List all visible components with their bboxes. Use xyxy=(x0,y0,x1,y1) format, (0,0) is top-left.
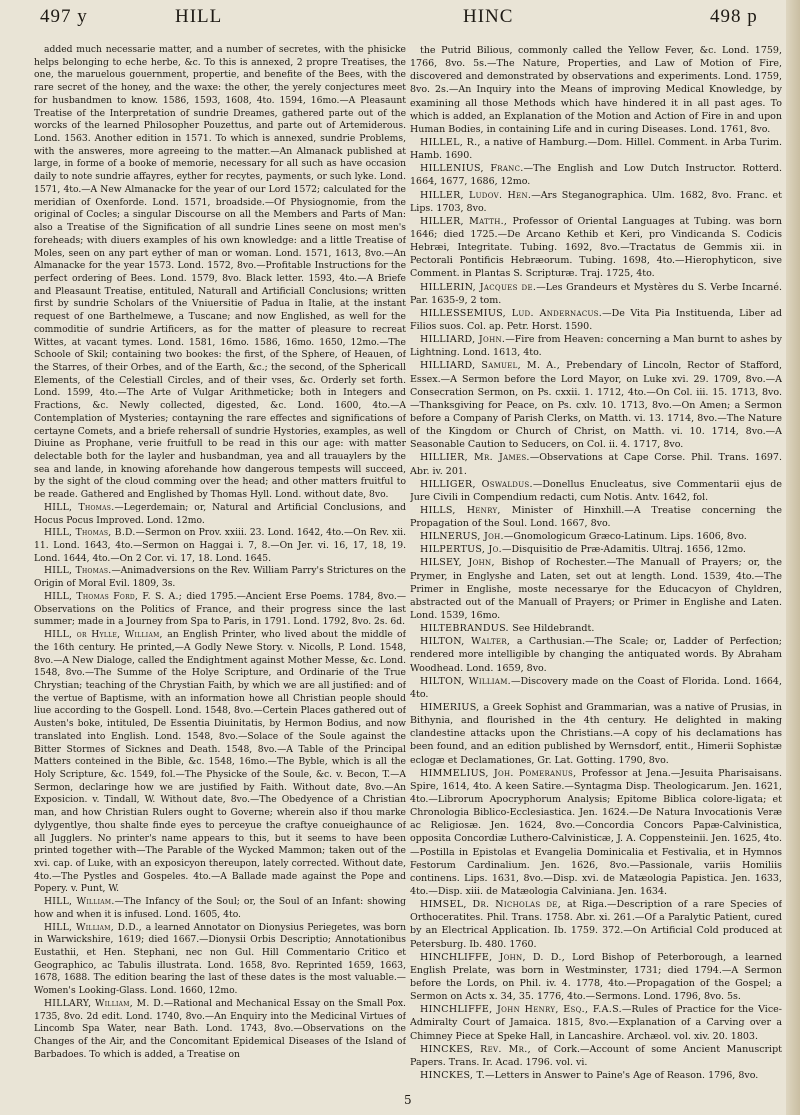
entry-text: —Donellus Enucleatus, sive Commentarii ejus de Jure Civili in Compendium redacti, cum Notis. Antv. 1642, fol. xyxy=(410,478,782,503)
dictionary-entry xyxy=(34,591,406,629)
entry-heading: HILLIER, Mr. James. xyxy=(420,452,530,464)
dictionary-entry xyxy=(410,189,782,215)
entry-heading: HILTEBRANDUS. xyxy=(420,623,513,635)
dictionary-entry xyxy=(410,635,782,674)
entry-heading: HILLER, Ludov. Hen. xyxy=(420,189,532,201)
dictionary-entry xyxy=(410,333,782,359)
dictionary-entry xyxy=(410,307,782,333)
entry-heading: HILL, William, D.D., xyxy=(44,921,146,933)
page-number-left: 497 y xyxy=(40,6,88,27)
entry-text: —Rules of Practice for the Vice-Admiralty Court of Jamaica. 1815, 8vo.—Explanation of a Carving over a Chimney Piece at Speke Hall, in Lancashire. Archæol. vol. xiv. 20. 1803. xyxy=(410,1004,782,1042)
entry-text: Professor at Jena.—Jesuita Pharisaisans. Spire, 1614, 4to. A keen Satire.—Syntagma Disp. Theologicarum. Jen. 1621, 4to.—Librorum Apocryphorum Analysis; Epitome Biblica colore-ligata; et Chronologia Biblico-Ecclesiastica. Jen. 1624.—De Natura Invocationis Veræ ac Religiosæ. Jen. 1624, 8vo.—Concordia Concors Papæ-Calvinistica, opposita Concordiæ Luthero-Calvinisticæ, J. A. Coppensteinii. Jen. 1625, 4to.—Postilla in Epistolas et Evangelia Dominicalia et Festivalia, et in Hymnos Festorum Cardinalium. Jen. 1626, 8vo.—Passionale, variis Homiliis continens. Lips. 1631, 8vo.—Disp. xvi. de Matæologia Papistica. Jen. 1633, 4to.—Disp. xiii. de Matæologia Calviniana. Jen. 1634. xyxy=(410,767,782,897)
entry-heading: HILLS, Henry, xyxy=(420,504,512,516)
entry-text: —Legerdemain; or, Natural and Artificial Conclusions, and Hocus Pocus Improved. Lond. 12mo. xyxy=(34,501,406,526)
entry-heading: HIMERIUS, xyxy=(420,702,484,714)
entry-heading: HILPERTUS, Jo. xyxy=(420,544,502,556)
dictionary-entry xyxy=(410,44,782,136)
entry-text: —Disquisitio de Præ-Adamitis. Ultraj. 1656, 12mo. xyxy=(501,544,746,556)
entry-heading: HILL, William. xyxy=(44,896,115,908)
entry-text: —Observations at Cape Corse. Phil. Trans. 1697. Abr. iv. 201. xyxy=(410,452,782,477)
entry-heading: HINCKES, T. xyxy=(420,1069,486,1081)
dictionary-entry xyxy=(410,504,782,530)
dictionary-entry xyxy=(410,543,782,556)
entry-text: added much necessarie matter, and a number of secretes, with the phisicke helps belonging to eche herbe, &c. To this is annexed, 2 propre Treatises, the one, the maruelous gouernment, propertie, and benefite of the Bees, with the rare secret of the honey, and the waxe: the other, the yerely conjectures meet for husbandmen to know. 1586, 1593, 1608, 4to. 1594, 16mo.—A Pleasaunt Treatise of the Interpretation of sundrie Dreames, gathered parte out of the worcks of the learned Philosopher Pouzettus, and parte out of Artemiderous. Lond. 1563. Another edition in 1571. To which is annexed, sundrie Problems, with the answeres, more agreeing to the matter.—An Almanack published at large, in forme of a booke of memorie, necessary for all such as have occasion daily to note sundrie affayres, eyther for recytes, payments, or such lyke. Lond. 1571, 4to.—A New Almanacke for the year of our Lord 1572; calculated for the meridian of Oxenforde. Lond. 1571, broadside.—Of Physiognomie, from the original of Cocles; a singular Discourse on all the Members and Parts of Man: also a Treatise of the Signification of all sundrie Lines seene on most men's foreheads; with diuers examples of his own knowledge: and a little Treatise of Moles, seen on any part eyther of man or woman. Lond. 1571, 1613, 8vo.—An Almanacke for the year 1573. Lond. 1572, 8vo.—Profitable Instructions for the perfect ordering of Bees. Lond. 1579, 8vo. Black letter. 1593, 4to.—A Briefe and Pleasaunt Treatise, entituled, Naturall and Artificiall Conclusions; written first by sundrie Scholars of the Vniuersitie of Padua in Italie, at the instant request of one Barthelmewe, a Tuscane; and now Englished, as well for the commoditie of sundrie Artificers, as for the matter of pleasure to recreat Wittes, at vacant tymes. Lond. 1581, 16mo. 1586, 16mo. 1650, 12mo.—The Schoole of Skil; containing two bookes: the first, of the Sphere, of Heauen, of the Starres, of their Orbes, and of the Earth, &c.; the second, of the Sphericall Elements, of the Celestiall Circles, and of their vses, &c. Orderly set forth. Lond. 1599, 4to.—The Arte of Vulgar Arithmeticke; both in Integers and Fractions, &c. Newly collected, digested, &c. Lond. 1600, 4to.—A Contemplation of Mysteries; contayning the rare effectes and significations of certayne Comets, and a briefe rehersall of sundrie Hystories, examples, as well Diuine as Prophane, verie fruitfull to be read in this our age: with matter delectable both for the layler and husbandman, yea and all trauaylers by the sea and lande, in knowing aforehande how dangerous tempests will succeed, by the sight of the cloud comming over the head; and other matters fruitful to be reade. Gathered and Englished by Thomas Hyll. Lond. without date, 8vo. xyxy=(34,44,406,501)
dictionary-entry xyxy=(410,530,782,543)
entry-text: —The English and Low Dutch Instructor. Rotterd. 1664, 1677, 1686, 12mo. xyxy=(410,163,782,188)
entry-heading: HILL, Thomas Ford, F. S. A.; xyxy=(44,590,187,602)
dictionary-entry xyxy=(34,998,406,1062)
dictionary-entry xyxy=(410,1069,782,1082)
dictionary-entry xyxy=(410,359,782,451)
dictionary-entry xyxy=(410,1003,782,1042)
entry-text: Minister of Hinxhill.—A Treatise concerning the Propagation of the Soul. Lond. 1667, 8vo. xyxy=(410,504,782,530)
dictionary-entry xyxy=(410,478,782,504)
running-head-left: HILL xyxy=(175,6,223,27)
dictionary-entry xyxy=(34,629,406,896)
entry-heading: HILLESSEMIUS, Lud. Andernacus. xyxy=(420,307,603,319)
entry-text: Bishop of Rochester.—The Manuall of Prayers; or, the Prymer, in Englyshe and Laten, set out at length. Lond. 1539, 4to.—The Primer in Englishe, moste necessarye for the Educacyon of Chyldren, abstracted out of the Manuall of Prayers; or Primer in Englishe and Laten. Lond. 1539, 16mo. xyxy=(410,557,782,622)
dictionary-entry xyxy=(34,896,406,921)
entry-heading: HINCHLIFFE, John, D. D., xyxy=(420,951,573,963)
entry-text: a Carthusian.—The Scale; or, Ladder of Perfection; rendered more intelligible by changing the antiquated words. By Abraham Woodhead. Lond. 1659, 8vo. xyxy=(410,636,782,674)
dictionary-entry xyxy=(410,162,782,188)
entry-text: —Rational and Mechanical Essay on the Small Pox. 1735, 8vo. 2d edit. Lond. 1740, 8vo.—An Enquiry into the Medicinal Virtues of Lincomb Spa Water, near Bath. Lond. 1743, 8vo.—Observations on the Changes of the Air, and the Concomitant Epidemical Diseases of the Island of Barbadoes. To which is added, a Treatise on xyxy=(34,997,406,1060)
entry-text: died 1795.—Ancient Erse Poems. 1784, 8vo.—Observations on the Politics of France, and their progress since the last summer; made in a Journey from Spa to Paris, in 1791. Lond. 1792, 8vo. 2s. 6d. xyxy=(34,590,406,628)
entry-text: the Putrid Bilious, commonly called the Yellow Fever, &c. Lond. 1759, 1766, 8vo. 5s.—The Nature, Properties, and Law of Motion of Fire, discovered and demonstrated by observations and experiments. Lond. 1759, 8vo. 2s.—An Inquiry into the Means of improving Medical Knowledge, by examining all those Methods which have hindered it in all past ages. To which is added, an Explanation of the Motion and Action of Fire in and upon Human Bodies, in containing Life and in curing Diseases. Lond. 1761, 8vo. xyxy=(410,45,782,135)
dictionary-entry xyxy=(410,701,782,767)
dictionary-entry xyxy=(34,922,406,998)
entry-heading: HINCHLIFFE, John Henry, Esq., F.A.S. xyxy=(420,1004,622,1016)
dictionary-entry xyxy=(410,898,782,951)
entry-heading: HILNERUS, Joh. xyxy=(420,531,504,543)
dictionary-entry xyxy=(34,44,406,502)
entry-text: —Fire from Heaven: concerning a Man burnt to ashes by Lightning. Lond. 1613, 4to. xyxy=(410,334,782,359)
page-edge xyxy=(786,0,800,1115)
dictionary-entry xyxy=(410,622,782,635)
running-head-right: HINC xyxy=(463,6,514,27)
entry-text: a native of Hamburg.—Dom. Hillel. Comment. in Arba Turim. Hamb. 1690. xyxy=(410,136,782,162)
dictionary-entry xyxy=(410,215,782,281)
entry-text: —Animadversions on the Rev. William Parry's Strictures on the Origin of Moral Evil. 1809, 3s. xyxy=(34,565,406,590)
entry-text: Professor of Oriental Languages at Tubing. was born 1646; died 1725.—De Arcano Kethib et Keri, pro Vindicanda S. Codicis Hebræi, Integritate. Tubing. 1692, 8vo.—Tractatus de Gemmis xii. in Pectorali Pontificis Hebræorum. Tubing. 1698, 4to.—Hierophyticon, sive Comment. in Plantas S. Scripturæ. Traj. 1725, 4to. xyxy=(410,215,782,280)
entry-heading: HILL, or Hylle, William, xyxy=(44,629,168,641)
entry-text: —Gnomologicum Græco-Latinum. Lips. 1606, 8vo. xyxy=(503,531,747,543)
entry-heading: HIMSEL, Dr. Nicholas de, xyxy=(420,899,567,911)
dictionary-entry xyxy=(410,451,782,477)
entry-heading: HILLER, Matth., xyxy=(420,215,513,227)
entry-text: Prebendary of Lincoln, Rector of Stafford, Essex.—A Sermon before the Lord Mayor, on Luke xvi. 29. 1709, 8vo.—A Consecration Sermon, on Ps. cxxii. 1. 1712, 4to.—On Col. iii. 15. 1713, 8vo.—Thanksgiving for Peace, on Ps. cxlv. 10. 1713, 8vo.—On Amen; a Sermon before a Company of Parish Clerks, on Matth. vi. 13. 1714, 8vo.—The Nature of the Kingdom or Church of Christ, on Matth. vi. 10. 1714, 8vo.—A Seasonable Caution to Seducers, on Col. ii. 4. 1717, 8vo. xyxy=(410,360,782,451)
entry-heading: HILL, Thomas, B.D. xyxy=(44,527,136,539)
entry-text: a Greek Sophist and Grammarian, was a native of Prusias, in Bithynia, and flourished in the 4th century. He delighted in making clandestine attacks upon the Christians.—A copy of his declamations has been found, and an edition published by Wernsdorf, entit., Himerii Sophistæ eclogæ et Declamationes, Gr. Lat. Gotting. 1790, 8vo. xyxy=(410,702,782,766)
dictionary-entry xyxy=(410,767,782,898)
entry-heading: HILLIGER, Oswaldus. xyxy=(420,478,533,490)
entry-text: —Discovery made on the Coast of Florida. Lond. 1664, 4to. xyxy=(410,675,782,700)
dictionary-entry xyxy=(410,675,782,701)
entry-heading: HILSEY, John, xyxy=(420,557,502,569)
dictionary-entry xyxy=(410,951,782,1004)
entry-text: a learned Annotator on Dionysius Periegetes, was born in Warwickshire, 1619; died 1667.—Dionysii Orbis Descriptio; Annotationibus Eustathii, et Hen. Stephani, nec non Gul. Hill Commentario Critico et Geographico, ac Tabulis illustrata. Lond. 1658, 8vo. Reprinted 1659, 1663, 1678, 1688. The edition bearing the last of these dates is the most valuable.—Women's Looking-Glass. Lond. 1660, 12mo. xyxy=(34,921,406,997)
entry-text: —Letters in Answer to Paine's Age of Reason. 1796, 8vo. xyxy=(485,1069,759,1081)
entry-text: an English Printer, who lived about the middle of the 16th century. He printed,—A Godly Newe Story. v. Nicolls, P. Lond. 1548, 8vo.—A New Dialoge, called the Endightment against Mother Messe, &c. Lond. 1548, 8vo.—The Summe of the Holye Scripture, and Ordinarie of the True Chrystian; teaching of the Chrystian Faith, by which we are all justified: and of the vertue of Baptisme, with an information howe all Christian people should liue according to the Gospell. Lond. 1548, 8vo.—Certein Places gathered out of Austen's boke, intituled, De Essentia Diuinitatis, by Hermon Bodius, and now translated into English. Lond. 1548, 8vo.—Solace of the Soule against the Bitter Stormes of Sicknes and Death. 1548, 8vo.—A Table of the Principal Matters conteined in the Bible, &c. 1548, 16mo.—The Byble, which is all the Holy Scripture, &c. 1549, fol.—The Physicke of the Soule, &c. v. Becon, T.—A Sermon, declaringe how we are justified by Faith. Without date, 8vo.—An Exposicion. v. Tindall, W. Without date, 8vo.—The Obedyence of a Christian man, and how Christian Rulers ought to Governe; wherein also if thou marke dylygentlye, thou shalte finde eyes to perceyue the craftye conueighaunce of all Jugglers. No printer's name appears to this, but it seems to have been printed together with—The Parable of the Wycked Mammon; taken out of the xvi. cap. of Luke, with an exposicyon thereupon, lately corrected. Without date, 4to.—The Pystles and Gospeles. 4to.—A Ballade made against the Pope and Popery. v. Punt, W. xyxy=(34,629,406,895)
entry-heading: HILLERIN, Jacques de. xyxy=(420,281,537,293)
entry-heading: HILLIARD, John. xyxy=(420,334,506,346)
entry-heading: HILLENIUS, Franc. xyxy=(420,163,524,175)
entry-text: —Ars Steganographica. Ulm. 1682, 8vo. Franc. et Lips. 1703, 8vo. xyxy=(410,189,782,214)
entry-text: —Sermon on Prov. xxiii. 23. Lond. 1642, 4to.—On Rev. xii. 11. Lond. 1643, 4to.—Sermon on Haggai i. 7, 8.—On Jer. vi. 16, 17, 18, 19. Lond. 1644, 4to.—On 2 Cor. vi. 17, 18. Lond. 1645. xyxy=(34,527,406,564)
entry-heading: HINCKES, Rev. Mr., xyxy=(420,1043,538,1055)
signature-mark: 5 xyxy=(404,1093,412,1107)
dictionary-entry xyxy=(34,565,406,590)
right-column xyxy=(410,44,782,1084)
entry-text: See Hildebrandt. xyxy=(512,623,595,635)
entry-heading: HILLARY, William, M. D. xyxy=(44,997,164,1009)
entry-heading: HILTON, William. xyxy=(420,675,511,687)
entry-text: —Les Grandeurs et Mystères du S. Verbe Incarné. Par. 1635-9, 2 tom. xyxy=(410,281,782,306)
dictionary-entry xyxy=(410,556,782,622)
dictionary-entry xyxy=(410,1043,782,1069)
entry-heading: HILLIARD, Samuel, M. A., xyxy=(420,360,567,372)
entry-text: —De Vita Pia Instituenda, Liber ad Filios suos. Col. ap. Petr. Horst. 1590. xyxy=(410,307,782,332)
entry-heading: HIMMELIUS, Joh. Pomeranus, xyxy=(420,767,582,779)
dictionary-entry xyxy=(34,502,406,527)
entry-heading: HILL, Thomas. xyxy=(44,565,112,577)
entry-text: of Cork.—Account of some Ancient Manuscript Papers. Trans. Ir. Acad. 1796. vol. vi. xyxy=(410,1043,782,1068)
entry-text: —The Infancy of the Soul; or, the Soul of an Infant: showing how and when it is infused. Lond. 1605, 4to. xyxy=(34,896,406,920)
entry-heading: HILTON, Walter, xyxy=(420,636,517,648)
dictionary-entry xyxy=(410,281,782,307)
entry-text: at Riga.—Description of a rare Species of Orthoceratites. Phil. Trans. 1758. Abr. xi. 261.—Of a Paralytic Patient, cured by an Electrical Application. Ib. 1759. 372.—On Artificial Cold produced at Petersburg. Ib. 480. 1760. xyxy=(410,899,782,950)
page-number-right: 498 p xyxy=(710,6,758,27)
entry-heading: HILL, Thomas. xyxy=(44,501,115,513)
entry-text: Lord Bishop of Peterborough, a learned English Prelate, was born in Westminster, 1731; died 1794.—A Sermon before the Lords, on Phil. iv. 4. 1778, 4to.—Propagation of the Gospel; a Sermon on Acts x. 34, 35. 1776, 4to.—Sermons. Lond. 1796, 8vo. 5s. xyxy=(410,951,782,1003)
entry-heading: HILLEL, R., xyxy=(420,136,485,148)
dictionary-entry xyxy=(34,527,406,565)
left-column xyxy=(34,44,406,1084)
dictionary-entry xyxy=(410,136,782,162)
